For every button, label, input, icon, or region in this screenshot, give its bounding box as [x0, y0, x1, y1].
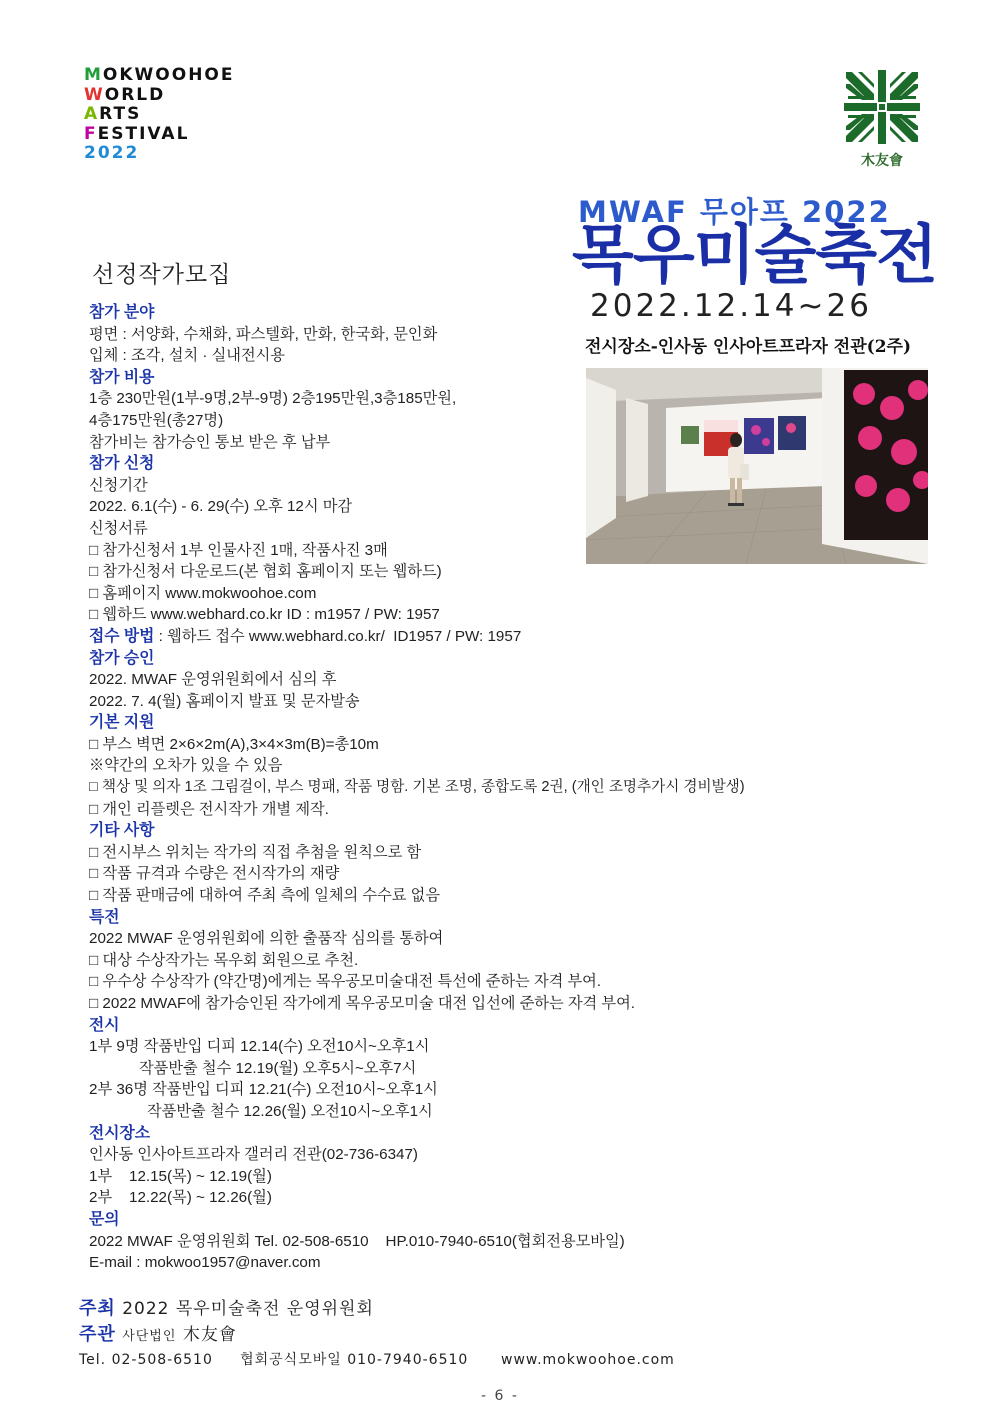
text-line: 신청서류 [89, 519, 148, 537]
organizer-name: 木友會 [182, 1325, 237, 1345]
section-heading: 참가 비용 [89, 368, 155, 386]
logo-initial: W [84, 84, 105, 105]
text-line: □ 홈페이지 www.mokwoohoe.com [89, 584, 317, 602]
text-line: 평면 : 서양화, 수채화, 파스텔화, 만화, 한국화, 문인화 [89, 325, 438, 343]
text-line: 2022. 7. 4(월) 홈페이지 발표 및 문자발송 [89, 692, 360, 710]
text-line: 2부 12.22(목) ~ 12.26(월) [89, 1189, 272, 1207]
logo-initial: M [84, 65, 103, 85]
text-line: E-mail : mokwoo1957@naver.com [89, 1254, 321, 1272]
event-venue: 전시장소-인사동 인사아트프라자 전관(2주) [585, 337, 911, 357]
text-line: □ 2022 MWAF에 참가승인된 작가에게 목우공모미술 대전 입선에 준하는 자격 부여. [89, 995, 635, 1012]
logo-line [84, 86, 235, 106]
text-line: □ 전시부스 위치는 작가의 직접 추첨을 원칙으로 함 [89, 843, 422, 861]
text-line: □ 참가신청서 다운로드(본 협회 홈페이지 또는 웹하드) [89, 563, 442, 581]
logo-word: OKWOOHOE [102, 65, 235, 85]
recruit-title: 선정작가모집 [92, 262, 232, 288]
text-line: 인사동 인사아트프라자 갤러리 전관(02-736-6347) [89, 1146, 418, 1164]
text-line: □ 작품 판매금에 대하여 주최 측에 일체의 수수료 없음 [89, 887, 441, 905]
text-line: 2부 36명 작품반입 디피 12.21(수) 오전10시~오후1시 [89, 1081, 438, 1099]
logo-line [84, 66, 235, 86]
event-subtitle: MWAF 무아프 2022 [578, 195, 891, 229]
section-heading: 참가 승인 [89, 649, 155, 667]
text-line: : 웹하드 접수 www.webhard.co.kr/ ID1957 / PW: 1957 [154, 627, 522, 645]
text-line: 2022. 6.1(수) - 6. 29(수) 오후 12시 마감 [89, 498, 353, 516]
logo-line [84, 125, 235, 145]
logo-initial: A [84, 104, 100, 124]
text-line: 1층 230만원(1부-9명,2부-9명) 2층195만원,3층185만원, [89, 390, 457, 408]
text-line: □ 웹하드 www.webhard.co.kr ID : m1957 / PW: 1957 [89, 606, 440, 624]
festival-logo-text [84, 66, 235, 164]
section-heading: 전시장소 [89, 1124, 151, 1142]
text-line: □ 개인 리플렛은 전시작가 개별 제작. [89, 800, 329, 818]
text-line: 4층175만원(총27명) [89, 411, 224, 429]
organizer-line [79, 1322, 374, 1350]
section-heading: 특전 [89, 908, 120, 926]
text-line: 참가비는 참가승인 통보 받은 후 납부 [89, 433, 331, 451]
logo-initial: F [84, 123, 98, 144]
recruitment-details [89, 302, 969, 1274]
section-heading: 참가 신청 [89, 455, 155, 473]
organizer-prefix: 사단법인 [122, 1329, 177, 1344]
page-number: - 6 - [481, 1388, 519, 1404]
text-line: 2022 MWAF 운영위원회 Tel. 02-508-6510 HP.010-7940-6510(협회전용모바일) [89, 1232, 625, 1250]
text-line: 2022. MWAF 운영위원회에서 심의 후 [89, 671, 337, 689]
logo-word: ORLD [104, 84, 166, 105]
text-line: 작품반출 철수 12.19(월) 오후5시~오후7시 [139, 1059, 417, 1077]
section-heading: 접수 방법 [89, 627, 155, 645]
section-heading: 참가 분야 [89, 304, 155, 321]
section-heading: 문의 [89, 1210, 120, 1228]
footer-organizers [79, 1296, 374, 1350]
emblem-caption: 木友會 [861, 153, 903, 169]
organizer-label: 주관 [79, 1324, 116, 1345]
text-line: 1부 12.15(목) ~ 12.19(월) [89, 1167, 272, 1185]
text-line: 2022 MWAF 운영위원회에 의한 출품작 심의를 통하여 [89, 930, 444, 948]
text-line: 작품반출 철수 12.26(월) 오전10시~오후1시 [147, 1102, 433, 1120]
logo-line [84, 105, 235, 125]
text-line: □ 책상 및 의자 1조 그림걸이, 부스 명패, 작품 명함. 기본 조명, 종합도록 2권, (개인 조명추가시 경비발생) [89, 779, 745, 796]
text-line: □ 참가신청서 1부 인물사진 1매, 작품사진 3매 [89, 541, 388, 559]
footer-contact: Tel. 02-508-6510 협회공식모바일 010-7940-6510 www.mokwoohoe.com [79, 1352, 675, 1368]
host-text: 2022 목우미술축전 운영위원회 [122, 1299, 374, 1319]
host-line [79, 1296, 374, 1322]
logo-year: 2022 [84, 143, 140, 163]
section-heading: 기본 지원 [89, 714, 155, 732]
text-line: 입체 : 조각, 설치 · 실내전시용 [89, 347, 285, 365]
event-title: 목우미술축전 [572, 219, 937, 293]
event-dates: 2022.12.14~26 [590, 288, 872, 324]
text-line: □ 대상 수상작가는 목우회 회원으로 추천. [89, 951, 359, 969]
logo-word: RTS [99, 104, 142, 124]
text-line: 1부 9명 작품반입 디피 12.14(수) 오전10시~오후1시 [89, 1038, 430, 1056]
host-label: 주최 [79, 1298, 116, 1319]
text-line: ※약간의 오차가 있을 수 있음 [89, 757, 283, 775]
receipt-line [89, 626, 969, 648]
text-line: □ 우수상 수상작가 (약간명)에게는 목우공모미술대전 특선에 준하는 자격 부여. [89, 973, 602, 991]
text-line: 신청기간 [89, 476, 148, 494]
logo-word: ESTIVAL [97, 123, 190, 144]
text-line: □ 부스 벽면 2×6×2m(A),3×4×3m(B)=총10m [89, 735, 379, 753]
section-heading: 전시 [89, 1016, 120, 1034]
text-line: □ 작품 규격과 수량은 전시작가의 재량 [89, 865, 340, 883]
section-heading: 기타 사항 [89, 822, 155, 840]
